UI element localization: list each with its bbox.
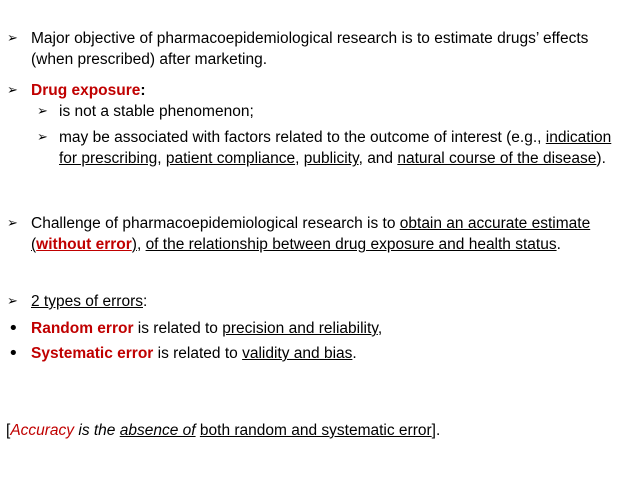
precision-text: precision and reliability bbox=[222, 320, 378, 337]
arrow-bullet-icon: ➢ bbox=[7, 31, 18, 46]
systematic-error-text bbox=[31, 343, 620, 364]
systematic-error-post: . bbox=[352, 345, 357, 362]
accurate-estimate-text: obtain an accurate estimate ( bbox=[31, 215, 591, 254]
footer-close: ]. bbox=[431, 422, 441, 439]
arrow-bullet-icon: ➢ bbox=[7, 216, 18, 231]
accuracy-text bbox=[6, 420, 620, 441]
footer-open: [ bbox=[6, 422, 11, 439]
accuracy-term: Accuracy bbox=[10, 422, 75, 439]
objective-text: Major objective of pharmacoepidemiological research is to estimate drugs’ effects (when prescribed) after marketing. bbox=[31, 30, 589, 69]
systematic-error-mid: is related to bbox=[153, 345, 243, 362]
challenge-pre: Challenge of pharmacoepidemiological research is to bbox=[31, 215, 400, 232]
factors-post: ). bbox=[596, 150, 606, 168]
random-error-text bbox=[31, 318, 620, 339]
arrow-bullet-icon: ➢ bbox=[37, 104, 48, 119]
factors-text bbox=[59, 127, 620, 170]
challenge-text bbox=[31, 213, 620, 256]
arrow-bullet-icon: ➢ bbox=[7, 294, 18, 309]
publicity-link-text: publicity bbox=[303, 150, 359, 168]
random-error-label: Random error bbox=[31, 320, 134, 337]
random-error-mid: is related to bbox=[133, 320, 223, 337]
challenge-mid: , bbox=[136, 236, 146, 254]
factors-sep1: , bbox=[157, 150, 166, 168]
stability-text: is not a stable phenomenon; bbox=[59, 103, 254, 120]
systematic-error-label: Systematic error bbox=[31, 345, 154, 362]
error-types-text bbox=[31, 291, 620, 312]
compliance-link-text: patient compliance bbox=[165, 150, 296, 168]
drug-exposure-label: Drug exposure bbox=[31, 82, 141, 99]
natural-course-link-text: natural course of the disease bbox=[397, 150, 597, 168]
without-error-text: without error bbox=[36, 236, 132, 254]
absence-of-text: absence of bbox=[119, 422, 196, 439]
indication-link-text: indication for prescribing bbox=[59, 129, 612, 168]
challenge-post: . bbox=[556, 236, 561, 254]
dot-bullet-icon: • bbox=[8, 343, 19, 364]
drug-exposure-colon: : bbox=[140, 82, 146, 99]
error-types-post: : bbox=[143, 293, 148, 310]
factors-sep2: , bbox=[295, 150, 304, 168]
both-errors-text: both random and systematic error bbox=[199, 422, 432, 439]
factors-pre: may be associated with factors related to the outcome of interest (e.g., bbox=[59, 129, 546, 146]
footer-italic: is the bbox=[74, 422, 120, 439]
random-error-post: , bbox=[377, 320, 383, 337]
validity-text: validity and bias bbox=[242, 345, 353, 362]
arrow-bullet-icon: ➢ bbox=[7, 83, 18, 98]
drug-exposure-heading bbox=[31, 80, 620, 101]
close-paren-text: ) bbox=[131, 236, 137, 254]
relationship-text: of the relationship between drug exposure and health status bbox=[145, 236, 557, 254]
dot-bullet-icon: • bbox=[8, 318, 19, 339]
error-types-underlined: 2 types of errors bbox=[31, 293, 143, 310]
factors-sep3: , and bbox=[358, 150, 398, 168]
arrow-bullet-icon: ➢ bbox=[37, 130, 48, 145]
